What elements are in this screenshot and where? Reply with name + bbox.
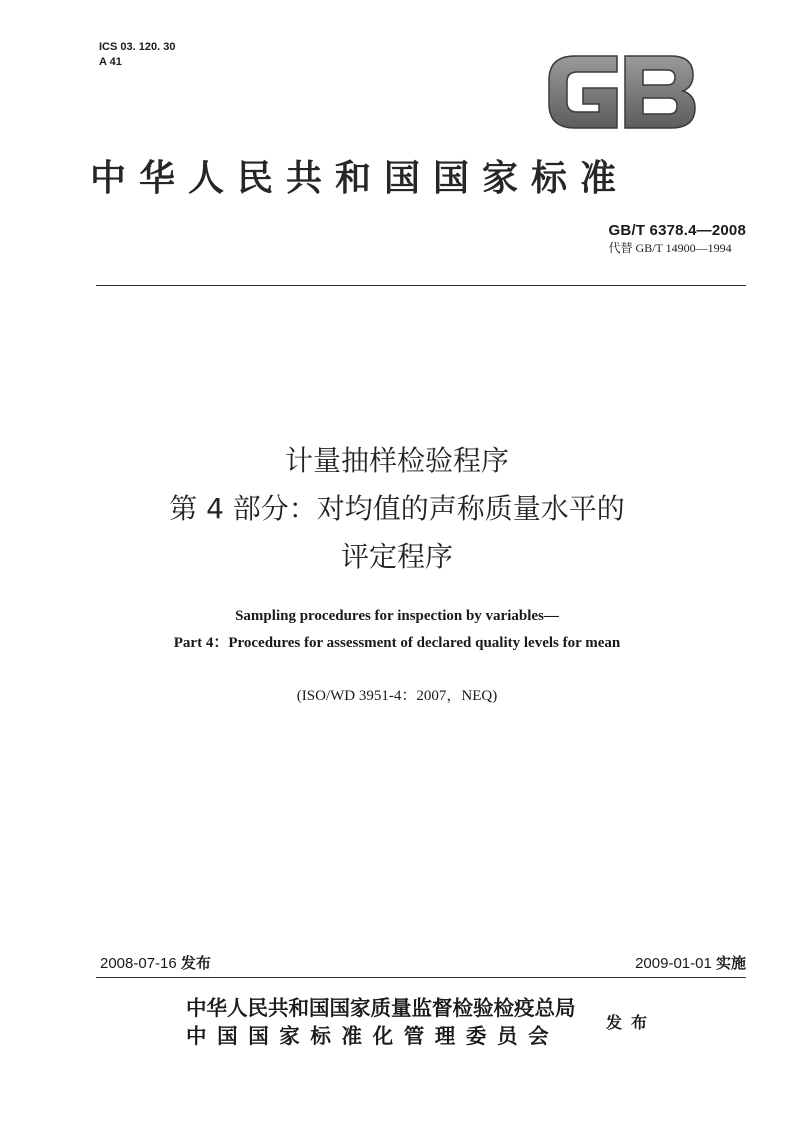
bottom-divider xyxy=(96,977,746,978)
classification-codes xyxy=(99,40,175,70)
publish-label: 发布 xyxy=(606,1013,657,1032)
issue-date xyxy=(100,952,211,973)
standard-number: GB/T 6378.4—2008 xyxy=(608,222,746,239)
issuing-authorities xyxy=(186,994,576,1050)
standard-code-block xyxy=(609,222,746,256)
chinese-title-line-1: 计量抽样检验程序 xyxy=(284,444,509,477)
implementation-date-value: 2009-01-01 xyxy=(635,955,712,972)
gb-logo xyxy=(543,50,700,134)
issuer-line-2: 中国国家标准化管理委员会 xyxy=(186,1024,560,1048)
implementation-date-label: 实施 xyxy=(715,954,746,972)
chinese-title xyxy=(0,437,794,581)
english-title-line-1: Sampling procedures for inspection by variables— xyxy=(235,608,559,624)
implementation-date xyxy=(635,952,746,973)
standard-type-heading: 中华人民共和国国家标准 xyxy=(90,157,630,199)
english-title-line-2: Part 4：Procedures for assessment of declared quality levels for mean xyxy=(173,635,621,651)
top-divider xyxy=(96,285,746,286)
issuer-line-1: 中华人民共和国国家质量监督检验检疫总局 xyxy=(186,996,576,1020)
ccs-code: A 41 xyxy=(99,56,122,68)
chinese-title-line-3: 评定程序 xyxy=(340,540,453,573)
english-title xyxy=(0,603,794,657)
adoption-note: (ISO/WD 3951-4：2007，NEQ) xyxy=(296,688,498,704)
ics-code: ICS 03. 120. 30 xyxy=(99,41,176,53)
replaces-note: 代替 GB/T 14900—1994 xyxy=(608,241,732,255)
chinese-title-line-2: 第 4 部分：对均值的声称质量水平的 xyxy=(169,492,625,525)
issue-date-value: 2008-07-16 xyxy=(100,955,177,972)
issue-date-label: 发布 xyxy=(180,954,211,972)
